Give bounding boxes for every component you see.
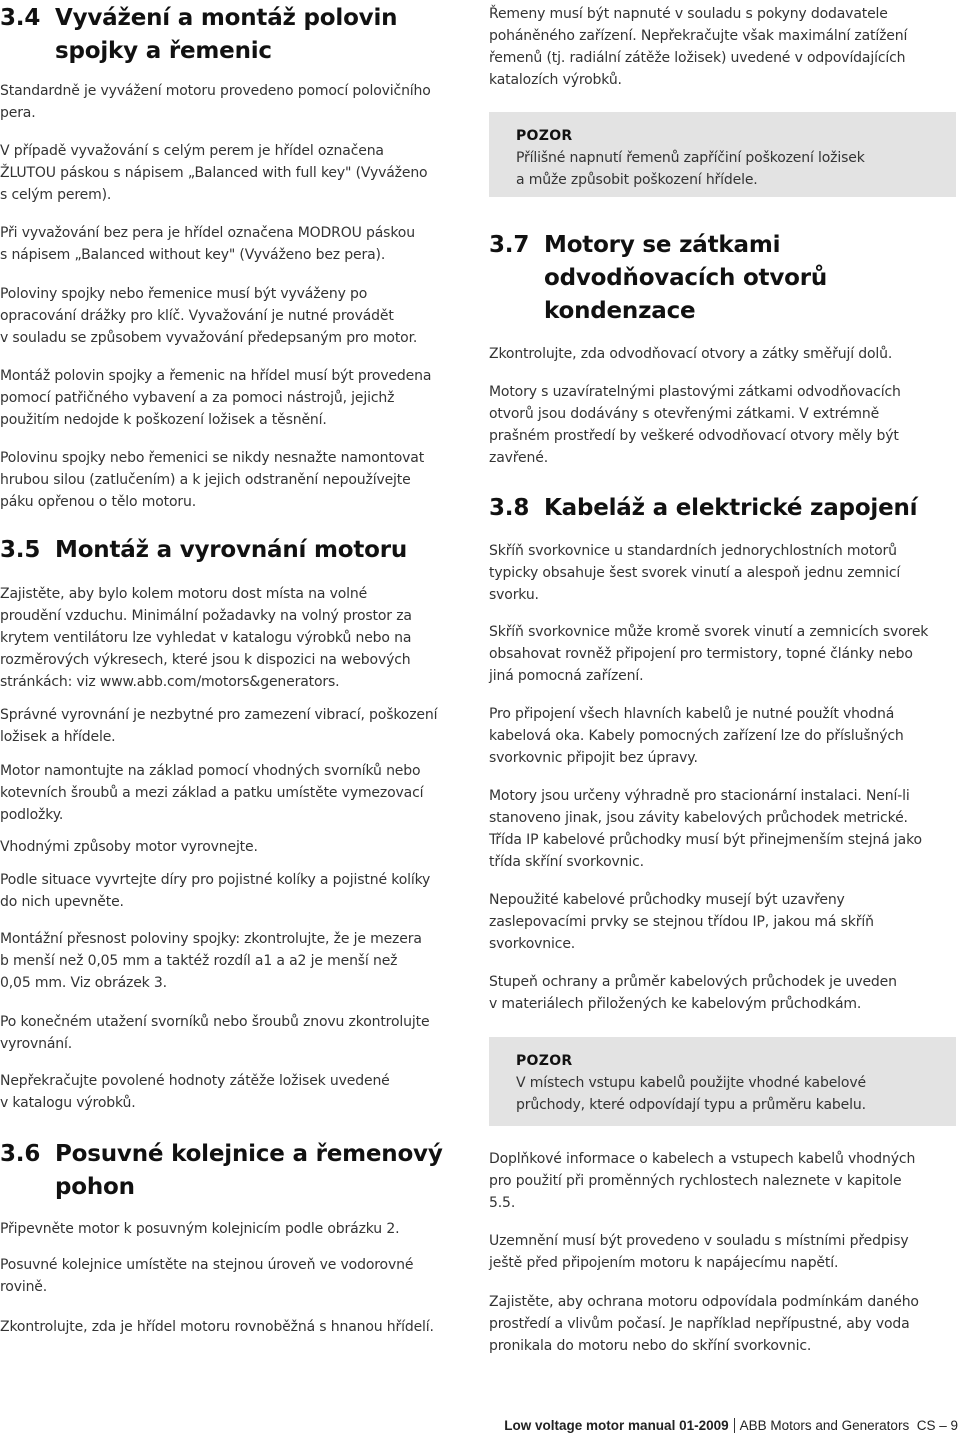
section-title: Posuvné kolejnice a řemenový pohon <box>55 1141 443 1200</box>
paragraph: Poloviny spojky nebo řemenice musí být vyváženy po opracování drážky pro klíč. Vyvažování je nutné provádět v souladu se způsobem vyvažování předepsaným pro motor. <box>0 286 418 346</box>
paragraph: Vhodnými způsoby motor vyrovnejte. <box>0 839 258 855</box>
section-3-8-heading <box>489 492 960 525</box>
section-number: 3.8 <box>489 495 530 521</box>
warning-text: Přílišné napnutí řemenů zapříčiní poškození ložisek a může způsobit poškození hřídele. <box>516 150 865 188</box>
warning-label: POZOR <box>516 1053 573 1069</box>
paragraph: Nepřekračujte povolené hodnoty zátěže ložisek uvedené v katalogu výrobků. <box>0 1073 390 1111</box>
section-title: Montáž a vyrovnání motoru <box>55 537 408 563</box>
section-3-4-heading <box>0 2 455 68</box>
page-number: CS – 9 <box>916 1418 958 1433</box>
paragraph: Standardně je vyvážení motoru provedeno pomocí polovičního pera. <box>0 83 431 121</box>
footer-divider <box>734 1418 735 1433</box>
paragraph: V případě vyvažování s celým perem je hřídel označena ŽLUTOU páskou s nápisem „Balanced with full key" (Vyváženo s celým perem). <box>0 143 428 203</box>
paragraph: Zajistěte, aby bylo kolem motoru dost místa na volné proudění vzduchu. Minimální požadavky na volný prostor za krytem ventilátoru lze vyhledat v katalogu výrobků nebo na rozměrových výkresech, které jsou k dispozici na webových stránkách: viz www.abb.com/motors&generators. <box>0 586 412 690</box>
paragraph: Posuvné kolejnice umístěte na stejnou úroveň ve vodorovné rovině. <box>0 1257 414 1295</box>
section-number: 3.6 <box>0 1141 41 1167</box>
paragraph: Stupeň ochrany a průměr kabelových průchodek je uveden v materiálech přiložených ke kabelovým průchodkám. <box>489 974 897 1012</box>
section-number: 3.5 <box>0 537 41 563</box>
paragraph: Řemeny musí být napnuté v souladu s pokyny dodavatele poháněného zařízení. Nepřekračujte však maximální zatížení řemenů (tj. radiální zátěže ložisek) uvedené v odpovídajících katalozích výrobků. <box>489 6 908 88</box>
paragraph: Skříň svorkovnice může kromě svorek vinutí a zemnicích svorek obsahovat rovněž připojení pro termistory, topné články nebo jiná pomocná zařízení. <box>489 624 929 684</box>
paragraph: Motory s uzavíratelnými plastovými zátkami odvodňovacích otvorů jsou dodávány s otevřenými zátkami. V extrémně prašném prostředí by veškeré odvodňovací otvory měly být zavřené. <box>489 384 901 466</box>
section-3-5-heading <box>0 534 455 567</box>
page-footer <box>504 1418 958 1433</box>
paragraph: Doplňkové informace o kabelech a vstupech kabelů vhodných pro použití při proměnných rychlostech naleznete v kapitole 5.5. <box>489 1151 916 1211</box>
section-number: 3.4 <box>0 5 41 31</box>
paragraph: Zkontrolujte, zda odvodňovací otvory a zátky směřují dolů. <box>489 346 893 362</box>
paragraph: Motor namontujte na základ pomocí vhodných svorníků nebo kotevních šroubů a mezi základ a patku umístěte vymezovací podložky. <box>0 763 424 823</box>
section-number: 3.7 <box>489 232 530 258</box>
paragraph: Připevněte motor k posuvným kolejnicím podle obrázku 2. <box>0 1221 400 1237</box>
manual-title: Low voltage motor manual 01-2009 <box>504 1418 729 1433</box>
paragraph: Po konečném utažení svorníků nebo šroubů znovu zkontrolujte vyrovnání. <box>0 1014 430 1052</box>
section-title: Motory se zátkami odvodňovacích otvorů kondenzace <box>544 232 828 324</box>
paragraph: Motory jsou určeny výhradně pro stacionární instalaci. Není-li stanoveno jinak, jsou závity kabelových průchodek metrické. Třída IP kabelové průchodky musí být přinejmenším stejná jako třída skříní svorkovnic. <box>489 788 922 870</box>
section-title: Vyvážení a montáž polovin spojky a řemenic <box>55 5 398 64</box>
paragraph: Správné vyrovnání je nezbytné pro zamezení vibrací, poškození ložisek a hřídele. <box>0 707 438 745</box>
warning-label: POZOR <box>516 128 573 144</box>
paragraph: Zajistěte, aby ochrana motoru odpovídala podmínkám daného prostředí a vlivům počasí. Je například nepřípustné, aby voda pronikala do motoru nebo do skříní svorkovnic. <box>489 1294 919 1354</box>
section-3-7-heading <box>489 229 844 328</box>
paragraph: Uzemnění musí být provedeno v souladu s místními předpisy ještě před připojením motoru k napájecímu napětí. <box>489 1233 909 1271</box>
paragraph: Montážní přesnost poloviny spojky: zkontrolujte, že je mezera b menší než 0,05 mm a taktéž rozdíl a1 a a2 je menší než 0,05 mm. Viz obrázek 3. <box>0 931 422 991</box>
section-title: Kabeláž a elektrické zapojení <box>544 495 918 521</box>
paragraph: Skříň svorkovnice u standardních jednorychlostních motorů typicky obsahuje šest svorek vinutí a alespoň jednu zemnicí svorku. <box>489 543 901 603</box>
warning-text: V místech vstupu kabelů použijte vhodné kabelové průchody, které odpovídají typu a průměru kabelu. <box>516 1075 866 1113</box>
paragraph: Zkontrolujte, zda je hřídel motoru rovnoběžná s hnanou hřídelí. <box>0 1319 434 1335</box>
section-3-6-heading <box>0 1138 455 1204</box>
paragraph: Polovinu spojky nebo řemenici se nikdy nesnažte namontovat hrubou silou (zatlučením) a k jejich odstranění nepoužívejte páku opřenou o tělo motoru. <box>0 450 425 510</box>
paragraph: Pro připojení všech hlavních kabelů je nutné použít vhodná kabelová oka. Kabely pomocných zařízení lze do příslušných svorkovnic připojit bez úpravy. <box>489 706 904 766</box>
paragraph: Nepoužité kabelové průchodky musejí být uzavřeny zaslepovacími prvky se stejnou třídou IP, jakou má skříň svorkovnice. <box>489 892 874 952</box>
warning-box <box>489 112 956 197</box>
paragraph: Podle situace vyvrtejte díry pro pojistné kolíky a pojistné kolíky do nich upevněte. <box>0 872 431 910</box>
paragraph: Při vyvažování bez pera je hřídel označena MODROU páskou s nápisem „Balanced without key" (Vyváženo bez pera). <box>0 225 415 263</box>
company-name: ABB Motors and Generators <box>739 1418 910 1433</box>
paragraph: Montáž polovin spojky a řemenic na hřídel musí být provedena pomocí patřičného vybavení a za pomoci nástrojů, jejichž použitím nedojde k poškození ložisek a těsnění. <box>0 368 432 428</box>
warning-box <box>489 1037 956 1126</box>
